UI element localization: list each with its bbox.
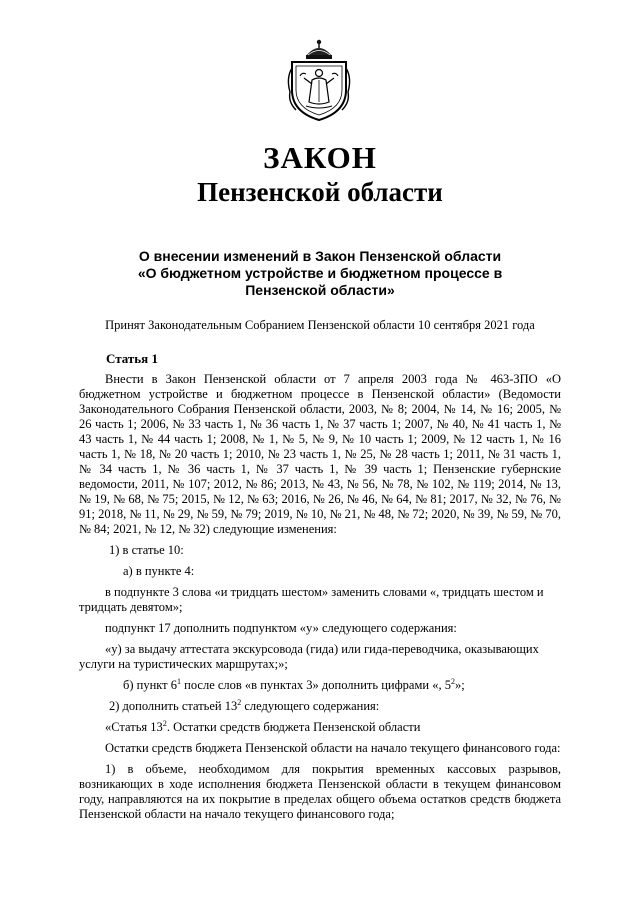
text-run: б) пункт 6 — [123, 678, 178, 692]
list-item — [79, 699, 561, 714]
law-heading-line: О внесении изменений в Закон Пензенской области — [138, 248, 502, 264]
superscript: 2 — [237, 697, 242, 707]
paragraph: в подпункте 3 слова «и тридцать шестом» заменить словами «, тридцать шестом и тридцать девятом»; — [79, 585, 544, 614]
text-run: 2) дополнить статьей 13 — [109, 699, 238, 713]
text-run: «Статья 13 — [105, 720, 163, 734]
list-item: а) в пункте 4: — [123, 564, 195, 578]
article-intro: Внести в Закон Пензенской области от 7 апреля 2003 года № 463-ЗПО «О бюджетном устройстве и бюджетном процессе в Пензенской области» (Ведомости Законодательного Собрания Пензенской области, 2003, № 8; 2004, № 14, № 16; 2005, № 26 часть 1; 2006, № 33 часть 1, № 36 часть 1, № 37 часть 1; 2007, № 40, № 41 часть 1, № 43 часть 1, № 44 часть 1; 2008, № 1, № 5, № 9, № 10 часть 1; 2009, № 12 часть 1, № 16 часть 1, № 18, № 20 часть 1; 2010, № 23 часть 1, № 25, № 28 часть 1; 2011, № 31 часть 1, № 34 часть 1, № 36 часть 1, № 37 часть 1, № 39 часть 1; Пензенские губернские ведомости, 2011, № 107; 2012, № 86; 2013, № 43, № 56, № 78, № 102, № 119; 2014, № 13, № 19, № 68, № 75; 2015, № 12, № 63; 2016, № 26, № 46, № 64, № 81; 2017, № 32, № 76, № 91; 2018, № 11, № 29, № 59, № 79; 2019, № 10, № 21, № 48, № 72; 2020, № 39, № 59, № 70, № 84; 2021, № 12, № 32) следующие изменения: — [79, 372, 561, 536]
article-body — [79, 372, 561, 828]
article-title: Статья 1 — [106, 351, 158, 366]
paragraph: подпункт 17 дополнить подпунктом «у» следующего содержания: — [105, 621, 457, 635]
adoption-line: Принят Законодательным Собранием Пензенской области 10 сентября 2021 года — [105, 318, 535, 332]
document-subtitle: Пензенской области — [197, 177, 443, 207]
paragraph — [79, 720, 561, 735]
text-run: . Остатки средств бюджета Пензенской области — [166, 720, 421, 734]
coat-of-arms-icon — [284, 38, 354, 122]
superscript: 2 — [450, 676, 455, 686]
document-title: ЗАКОН — [263, 140, 377, 175]
law-heading-line: Пензенской области» — [245, 282, 395, 298]
text-run: следующего содержания: — [241, 699, 380, 713]
text-run: после слов «в пунктах 3» дополнить цифрами «, 5 — [181, 678, 451, 692]
list-item — [79, 678, 561, 693]
law-heading — [100, 248, 540, 299]
paragraph: «у) за выдачу аттестата экскурсовода (гида) или гида-переводчика, оказывающих услуги на туристических маршрутах;»; — [79, 642, 539, 671]
law-heading-line: «О бюджетном устройстве и бюджетном процессе в — [137, 265, 503, 281]
paragraph: 1) в объеме, необходимом для покрытия временных кассовых разрывов, возникающих в ходе исполнения бюджета Пензенской области в текущем финансовом году, направляются на их покрытие в пределах общего объема остатков средств бюджета Пензенской области на начало текущего финансового года; — [79, 762, 561, 821]
superscript: 2 — [162, 718, 167, 728]
superscript: 1 — [177, 676, 182, 686]
paragraph: Остатки средств бюджета Пензенской области на начало текущего финансового года: — [105, 741, 561, 755]
list-item: 1) в статье 10: — [109, 543, 184, 557]
text-run: »; — [454, 678, 465, 692]
